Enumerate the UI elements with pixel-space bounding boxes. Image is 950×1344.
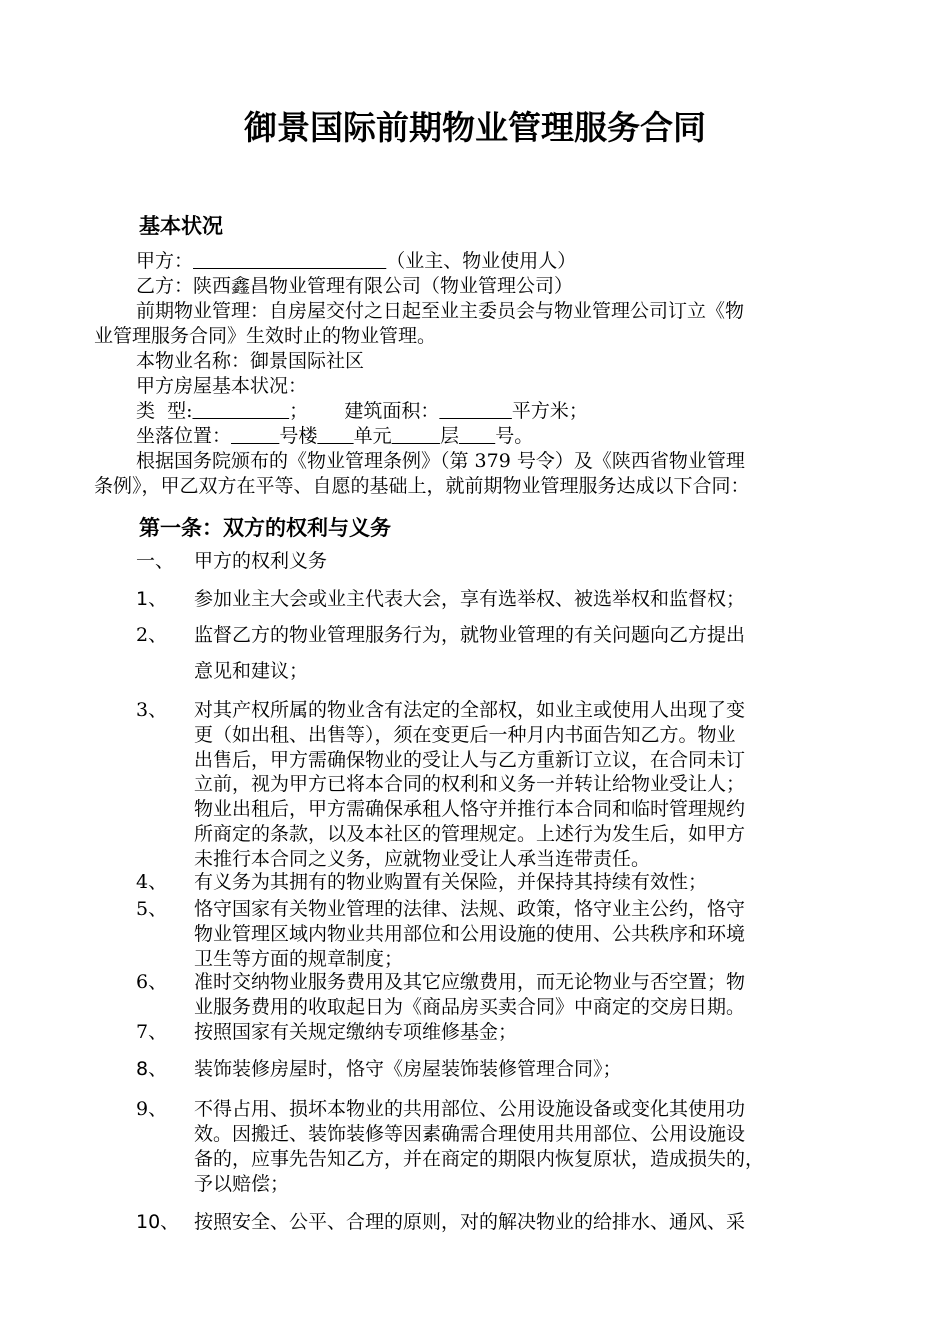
location-blank-unit (317, 425, 353, 447)
location-building: 号楼 (279, 425, 318, 447)
item-text-line: 准时交纳物业服务费用及其它应缴费用，而无论物业与否空置；物 (194, 971, 746, 993)
definition-line-1: 前期物业管理：自房屋交付之日起至业主委员会与物业管理公司订立《物 (136, 300, 745, 322)
location-floor: 层 (439, 425, 459, 447)
item-text-line: 对其产权所属的物业含有法定的全部权，如业主或使用人出现了变 (194, 699, 746, 721)
item-text-line: 按照国家有关规定缴纳专项维修基金； (194, 1021, 518, 1043)
location-blank-number (459, 425, 495, 447)
item-text-line: 参加业主大会或业主代表大会，享有选举权、被选举权和监督权； (194, 588, 746, 610)
party-a-suffix: （业主、物业使用人） (386, 250, 577, 272)
item-text-line: 效。因搬迁、装饰装修等因素确需合理使用共用部位、公用设施设 (194, 1123, 746, 1145)
location-blank-building (231, 425, 279, 447)
item-number: 10、 (136, 1211, 180, 1233)
item-text-line: 物业出租后，甲方需确保承租人恪守并推行本合同和临时管理规约 (194, 798, 746, 821)
basis-line-2: 条例》，甲乙双方在平等、自愿的基础上，就前期物业管理服务达成以下合同： (94, 475, 750, 497)
document-title: 御景国际前期物业管理服务合同 (244, 108, 706, 147)
type-label: 类 型: (136, 400, 193, 422)
item-text-line: 有义务为其拥有的物业购置有关保险，并保持其持续有效性； (194, 871, 708, 893)
basis-line-1: 根据国务院颁布的《物业管理条例》（第 379 号令）及《陕西省物业管理 (136, 450, 745, 472)
subsection-title: 甲方的权利义务 (194, 550, 328, 572)
party-b-line: 乙方：陕西鑫昌物业管理有限公司（物业管理公司） (136, 275, 574, 297)
item-text-line: 立前，视为甲方已将本合同的权利和义务一并转让给物业受让人； (194, 773, 746, 796)
item-text-line: 监督乙方的物业管理服务行为，就物业管理的有关问题向乙方提出 (194, 624, 746, 646)
item-number: 5、 (136, 898, 168, 920)
item-text-line: 出售后，甲方需确保物业的受让人与乙方重新订立议，在合同未订 (194, 748, 746, 771)
definition-line-2: 业管理服务合同》生效时止的物业管理。 (94, 325, 437, 347)
party-a-line (136, 249, 576, 273)
item-number: 2、 (136, 624, 168, 646)
item-text-line: 意见和建议； (194, 660, 309, 682)
area-blank (439, 400, 511, 422)
type-area-line (136, 399, 588, 423)
item-text-line: 更（如出租、出售等），须在变更后一种月内书面告知乙方。物业 (194, 723, 736, 746)
item-number: 8、 (136, 1058, 168, 1080)
property-name-line: 本物业名称：御景国际社区 (136, 350, 365, 372)
location-blank-floor (392, 425, 440, 447)
party-a-label: 甲方： (136, 250, 194, 272)
party-a-blank (193, 250, 386, 272)
item-text-line: 装饰装修房屋时，恪守《房屋装饰装修管理合同》； (194, 1058, 622, 1080)
item-text-line: 卫生等方面的规章制度； (194, 948, 404, 970)
item-text-line: 按照安全、公平、合理的原则，对的解决物业的给排水、通风、采 (194, 1211, 746, 1233)
item-number: 9、 (136, 1098, 168, 1120)
area-label: ； 建筑面积： (289, 400, 440, 422)
item-number: 7、 (136, 1021, 168, 1043)
item-text-line: 物业管理区域内物业共用部位和公用设施的使用、公共秩序和环境 (194, 923, 746, 945)
subsection-number: 一、 (136, 550, 175, 572)
area-unit: 平方米； (511, 400, 588, 422)
item-text-line: 备的，应事先告知乙方，并在商定的期限内恢复原状，造成损失的， (194, 1148, 765, 1170)
item-number: 1、 (136, 588, 168, 610)
house-status-line: 甲方房屋基本状况： (136, 375, 308, 397)
item-text-line: 未推行本合同之义务，应就物业受让人承当连带责任。 (194, 847, 651, 870)
article-1-heading: 第一条：双方的权利与义务 (139, 516, 391, 540)
item-number: 3、 (136, 699, 168, 721)
section-heading-basic: 基本状况 (139, 214, 223, 238)
item-text-line: 所商定的条款，以及本社区的管理规定。上述行为发生后，如甲方 (194, 823, 746, 845)
item-text-line: 予以赔偿； (194, 1173, 290, 1195)
item-text-line: 恪守国家有关物业管理的法律、法规、政策，恪守业主公约，恪守 (194, 898, 746, 920)
location-number: 号。 (495, 425, 534, 447)
item-number: 6、 (136, 971, 168, 993)
location-line (136, 424, 533, 448)
location-unit: 单元 (353, 425, 392, 447)
item-number: 4、 (136, 871, 168, 893)
location-label: 坐落位置： (136, 425, 232, 447)
type-blank (192, 400, 289, 422)
item-text-line: 不得占用、损坏本物业的共用部位、公用设施设备或变化其使用功 (194, 1098, 746, 1120)
item-text-line: 业服务费用的收取起日为《商品房买卖合同》中商定的交房日期。 (194, 996, 746, 1018)
